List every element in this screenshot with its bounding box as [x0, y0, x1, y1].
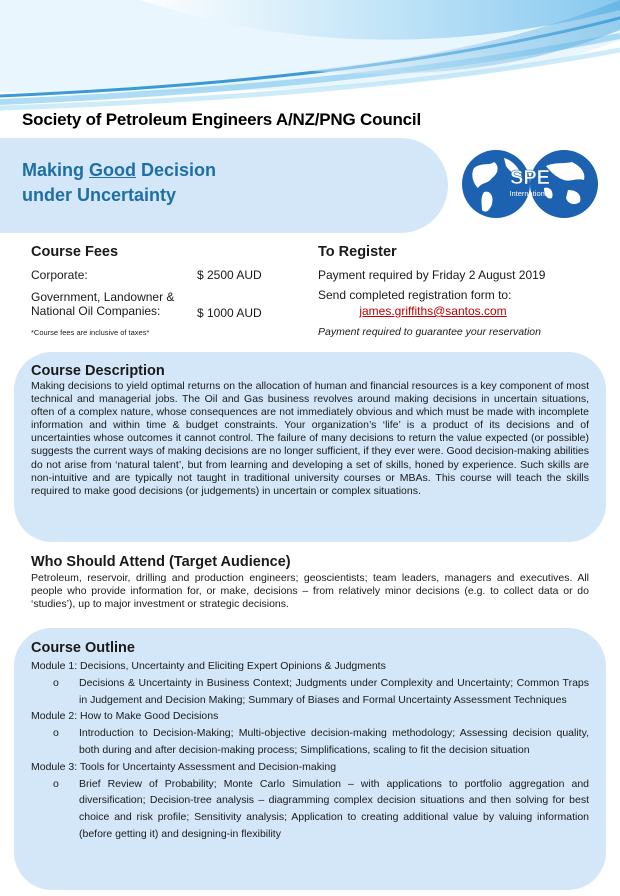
- module-title: Module 3: Tools for Uncertainty Assessment and Decision-making: [31, 760, 337, 773]
- title-emphasis: Good: [89, 160, 137, 180]
- module-detail: [31, 675, 589, 709]
- fee-label: Corporate:: [31, 268, 88, 282]
- registration-email-link[interactable]: james.griffiths@santos.com: [359, 304, 507, 318]
- fees-note: *Course fees are inclusive of taxes*: [31, 328, 150, 337]
- send-instruction: Send completed registration form to:: [318, 288, 512, 302]
- audience-body: Petroleum, reservoir, drilling and production engineers; geoscientists; team leaders, managers and executives. All people who provide information for, or make, decisions – from relatively minor decisions (e.g. to collect data or do ‘studies’), up to major investment or strategic decisions.: [31, 572, 589, 611]
- title-part: Making: [22, 160, 90, 180]
- fee-row-government: [31, 290, 281, 322]
- course-fees: [31, 244, 281, 337]
- module-detail: [31, 725, 589, 759]
- outline-heading: Course Outline: [31, 640, 135, 656]
- bullet-icon: o: [53, 777, 59, 790]
- fees-heading: Course Fees: [31, 244, 119, 260]
- description-heading: Course Description: [31, 363, 165, 379]
- target-audience: [31, 552, 589, 611]
- module-detail: [31, 776, 589, 843]
- module-detail-text: Introduction to Decision-Making; Multi-objective decision-making methodology; Assessing decision quality, both during and after decision-making process; Simplifications, scaling to fit the decision situation: [79, 727, 589, 756]
- bullet-icon: o: [53, 727, 59, 740]
- description-body: Making decisions to yield optimal returns on the allocation of human and financial resources is a key component of most technical and managerial jobs. The Oil and Gas business revolves around making decisions in uncertain situations, often of a complex nature, whose consequences are not immediately obvious and which must be made with incomplete information and within time & budget constraints. Your organization’s ‘life’ is a product of its decisions and of uncertainties whose outcomes it cannot control. The failure of many decisions to return the value expected (or possible) suggests the current ways of making decisions are no longer sufficient, if they ever were. Good decision-making abilities do not arise from ‘natural talent’, but from learning and developing a set of skills, honed by experience. Such skills are non-intuitive and are typically not taught in traditional university courses or MBAs. This course will teach the skills required to make good decisions (or judgements) in uncertain or complex situations.: [31, 380, 589, 497]
- course-description: [31, 362, 589, 498]
- fee-amount: $ 2500 AUD: [197, 268, 262, 282]
- register-heading: To Register: [318, 244, 397, 260]
- title-part: Decision: [136, 160, 217, 180]
- registration: [318, 244, 608, 338]
- logo-subtext: International: [509, 189, 551, 198]
- fee-row-corporate: [31, 268, 281, 284]
- module-detail-text: Decisions & Uncertainty in Business Context; Judgments under Complexity and Uncertainty; Common Traps in Judgement and Decision Making; Summary of Biases and Formal Uncertainty Assessment Techniques: [79, 676, 589, 706]
- audience-heading: Who Should Attend (Target Audience): [31, 554, 291, 570]
- module-title: Module 1: Decisions, Uncertainty and Eliciting Expert Opinions & Judgments: [31, 660, 386, 672]
- spe-logo: [460, 148, 600, 220]
- bullet-icon: o: [53, 676, 59, 689]
- fee-amount: $ 1000 AUD: [197, 306, 262, 320]
- module-title: Module 2: How to Make Good Decisions: [31, 710, 219, 723]
- payment-deadline: Payment required by Friday 2 August 2019: [318, 268, 546, 282]
- logo-text: SPE: [509, 167, 551, 189]
- course-outline: [31, 638, 589, 843]
- title-line-2: under Uncertainty: [22, 185, 177, 205]
- module-detail-text: Brief Review of Probability; Monte Carlo Simulation – with applications to portfolio aggregation and diversification; Decision-tree analysis – diagramming complex decision situations and then solving for best choice and risk profile; Sensitivity analysis; Application to creating additional value by valuing information (before getting it) and designing-in flexibility: [79, 777, 589, 840]
- council-heading: Society of Petroleum Engineers A/NZ/PNG Council: [22, 110, 421, 129]
- course-title: [22, 158, 216, 208]
- fee-label-line: Government, Landowner &: [31, 290, 175, 304]
- fee-label: [31, 290, 174, 318]
- fee-label-line: National Oil Companies:: [31, 304, 161, 318]
- payment-guarantee: Payment required to guarantee your reservation: [318, 326, 541, 338]
